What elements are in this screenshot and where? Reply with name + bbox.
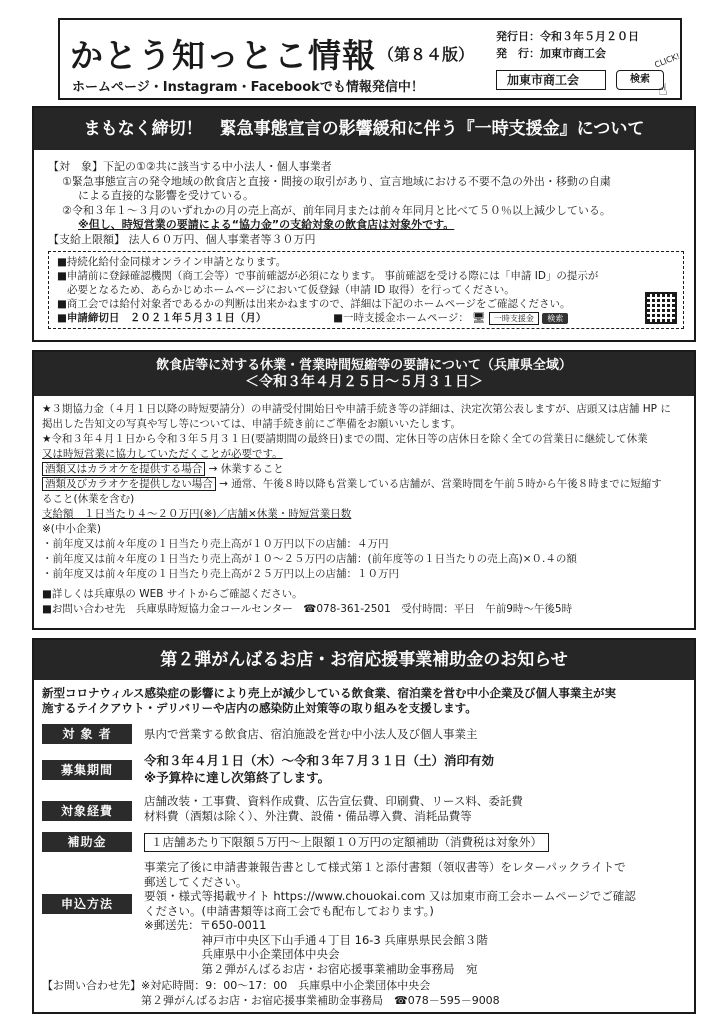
case-1-label: 酒類又はカラオケを提供する場合: [42, 462, 205, 476]
application-line-1: 事業完了後に申請書兼報告書として様式第１と添付書類（領収書等）をレターパックライトで: [144, 860, 626, 874]
label-application: 申込方法: [42, 894, 132, 914]
newsletter-title: かとう知っとこ情報: [70, 36, 376, 75]
publisher: 発 行：加東市商工会: [496, 47, 606, 60]
business-hours-request-section: [32, 350, 696, 630]
homepage-search-box: 一時支援金: [489, 312, 539, 325]
pointing-hand-icon: ☝: [658, 80, 668, 99]
application-line-4: ください。(申請書類等は商工会でも配布しております。): [144, 903, 434, 918]
note-eligibility: ■商工会では給付対象者であるかの判断は出来かねますので、詳細は下記のホームページをご確認ください。: [57, 298, 571, 310]
content-target: [144, 724, 694, 742]
note-online: ■持続化給付金同様オンライン申請となります。: [57, 256, 287, 268]
row-target: [34, 724, 694, 742]
case-2-label: 酒類及びカラオケを提供しない場合: [42, 477, 216, 491]
expenses-line-2: 材料費（酒類は除く）、外注費、設備・備品導入費、消耗品費等: [144, 809, 472, 823]
qr-code-icon: [645, 292, 677, 324]
application-notes: [48, 251, 684, 329]
monitor-icon: 🖥: [472, 312, 486, 324]
sme-title: ※(中小企業): [42, 523, 101, 535]
subsidy-text: １店舗あたり下限額５万円～上限額１０万円の定額補助（消費税は対象外）: [144, 833, 549, 852]
s2-line-3: ★令和３年４月１日から令和３年５月３１日(要請期間の最終日)までの間、定休日等の店休日を除く全ての営業日に継続して休業: [42, 433, 648, 445]
content-expenses: [144, 794, 694, 824]
row-expenses: [34, 794, 694, 824]
section2-body: [34, 396, 694, 617]
case-1: [42, 462, 684, 477]
row-subsidy: [34, 832, 694, 852]
payment-cap: 【支給上限額】 法人６０万円、個人事業者等３０万円: [48, 232, 316, 246]
sme-tier-2: ・前年度又は前々年度の１日当たり売上高が１０～２５万円の店舗：(前年度等の１日当たりの売上高)×０.４の額: [42, 553, 577, 565]
content-application: [144, 860, 694, 976]
payment-amount: 支給額 １日当たり４～２０万円(※)／店舗×休業・時短営業日数: [42, 508, 352, 520]
note-preconfirm-cont: 必要となるため、あらかじめホームページにおいて仮登録（申請 ID 取得）を行ってください。: [67, 284, 515, 296]
details-note: ■詳しくは兵庫県の WEB サイトからご確認ください。: [42, 588, 303, 600]
intro-line-1: 新型コロナウィルス感染症の影響により売上が減少している飲食業、宿泊業を営む中小企業及び個人事業主が実: [42, 686, 616, 700]
label-target: 対 象 者: [42, 724, 132, 744]
content-subsidy: [144, 832, 694, 852]
case-2-cont: ること(休業を含む): [42, 493, 135, 505]
section3-contact: [42, 978, 500, 1008]
application-deadline: ■申請締切日 ２０２１年５月３１日（月）: [57, 312, 267, 324]
section2-title: 飲食店等に対する休業・営業時間短縮等の要請について（兵庫県全域）: [156, 358, 572, 373]
case-1-text: → 休業すること: [208, 463, 284, 475]
s2-line-1: ★３期協力金（４月１日以降の時短要請分）の申請受付開始日や申請手続き等の詳細は、決定次第公表しますが、店頭又は店舗 HP に: [42, 403, 671, 415]
section1-body: [34, 150, 694, 247]
contact-info: ■お問い合わせ先 兵庫県時短協力金コールセンター ☎078-361-2501 受付時間：平日 午前9時～午後5時: [42, 603, 573, 615]
s2-line-4: 又は時短営業に協力していただくことが必要です。: [42, 448, 283, 460]
section2-period: ＜令和３年４月２５日～５月３１日＞: [245, 374, 483, 390]
eligibility-condition-2: ②令和３年１～３月のいずれかの月の売上高が、前年同月または前々年同月と比べて５０％以上減少している。: [62, 203, 611, 217]
temporary-support-section: [32, 106, 696, 342]
target-text: 県内で営業する飲食店、宿泊施設を営む中小法人及び個人事業主: [144, 727, 478, 741]
row-application: [34, 860, 694, 976]
intro-line-2: 施するテイクアウト・デリバリーや店内の感染防止対策等の取り組みを支援します。: [42, 701, 477, 715]
sme-tier-3: ・前年度又は前々年度の１日当たり売上高が２５万円以上の店舗：１０万円: [42, 568, 399, 580]
homepage-label: ■一時支援金ホームページ：: [333, 312, 469, 324]
mailing-address-4: 第２弾がんばるお店・お宿応援事業補助金事務局 宛: [144, 961, 478, 976]
section3-title: 第２弾がんばるお店・お宿応援事業補助金のお知らせ: [34, 640, 694, 680]
eligibility-condition-1: ①緊急事態宣言の発令地域の飲食店と直接・間接の取引があり、宣言地域における不要不急の外出・移動の自粛: [62, 174, 611, 188]
mailing-address-3: 兵庫県中小企業団体中央会: [144, 947, 340, 961]
case-2-text: → 通常、午後８時以降も営業している店舗が、営業時間を午前５時から午後８時までに短縮す: [219, 478, 662, 490]
search-box: 加東市商工会: [496, 70, 606, 90]
application-line-2: 郵送してください。: [144, 874, 248, 889]
sme-tier-1: ・前年度又は前々年度の１日当たり売上高が１０万円以下の店舗：４万円: [42, 538, 389, 550]
eligibility-exception: ※但し、時短営業の要請による“協力金”の支給対象の飲食店は対象外です。: [78, 218, 455, 231]
section2-banner: [34, 352, 694, 396]
subsidy-section: [32, 638, 696, 1014]
label-expenses: 対象経費: [42, 801, 132, 821]
section3-intro: [34, 680, 694, 716]
eligibility-condition-1-cont: による直接的な影響を受けている。: [78, 189, 254, 202]
masthead: [58, 18, 682, 100]
row-period: [34, 752, 694, 786]
label-subsidy: 補助金: [42, 832, 132, 852]
contact-line-2: 第２弾がんばるお店・お宿応援事業補助金事務局 ☎078－595－9008: [42, 994, 500, 1007]
homepage-search-button: 検索: [542, 313, 568, 324]
issue-date: 発行日：令和３年５月２０日: [496, 30, 639, 43]
period-note: ※予算枠に達し次第終了します。: [144, 770, 331, 785]
note-preconfirm: ■申請前に登録確認機関（商工会等）で事前確認が必須になります。 事前確認を受ける際には「申請 ID」の提示が: [57, 270, 599, 282]
publication-info: [496, 28, 639, 62]
s2-line-2: 掲出した告知文の写真や写し等については、申請手続き前にご準備をお願いいたします。: [42, 418, 461, 430]
contact-line-1: 【お問い合わせ先】※対応時間：9：00～17：00 兵庫県中小企業団体中央会: [42, 979, 431, 992]
click-label: CLICK!: [653, 51, 682, 70]
expenses-line-1: 店舗改装・工事費、資料作成費、広告宣伝費、印刷費、リース料、委託費: [144, 794, 523, 808]
newsletter-subtitle: ホームページ・Instagram・Facebookでも情報発信中！: [72, 80, 424, 95]
period-text: 令和３年４月１日（木）～令和３年７月３１日（土）消印有効: [144, 753, 495, 768]
eligibility-heading: 【対 象】下記の①②共に該当する中小法人・個人事業者: [48, 160, 332, 173]
search-button: 検索: [616, 70, 664, 90]
deadline-line: [57, 311, 675, 325]
content-period: [144, 752, 694, 786]
mailing-address-1: ※郵送先：〒650-0011: [144, 918, 267, 932]
issue-number: （第８４版）: [378, 45, 475, 64]
case-2: [42, 477, 684, 492]
label-period: 募集期間: [42, 760, 132, 780]
application-line-3: 要領・様式等掲載サイト https://www.chouokai.com 又は加東市商工会ホームページでご確認: [144, 889, 636, 903]
mailing-address-2: 神戸市中央区下山手通４丁目 16-3 兵庫県県民会館３階: [144, 932, 488, 947]
section1-title: まもなく締切！ 緊急事態宣言の影響緩和に伴う『一時支援金』について: [34, 108, 694, 150]
